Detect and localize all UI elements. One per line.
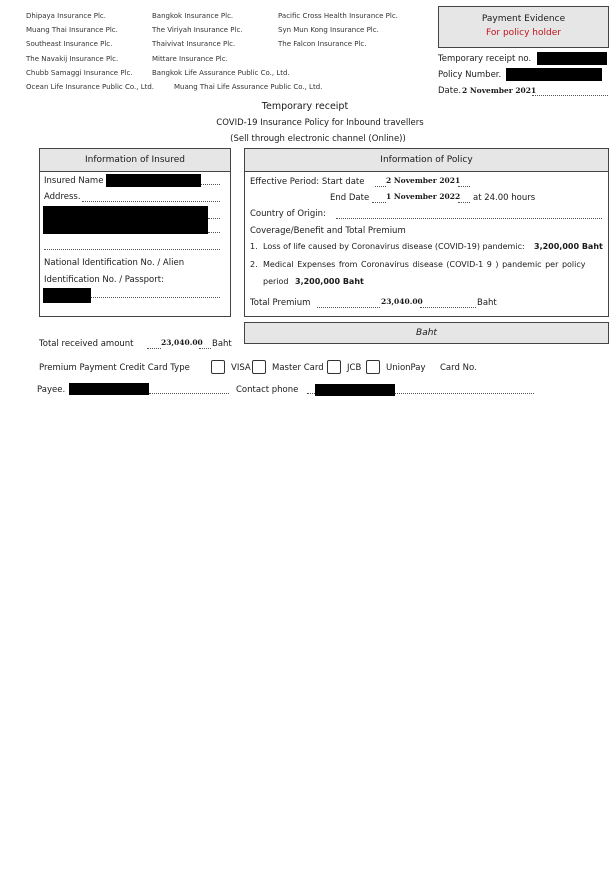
total-received-label: Total received amount [39,339,134,349]
start-date-value: 2 November 2021 [386,176,461,185]
company-name: Mittare Insurance Plc. [152,54,228,63]
redacted-contact-phone [315,384,395,396]
redacted-payee [69,383,149,395]
coverage-title: Coverage/Benefit and Total Premium [250,226,406,236]
master-card-checkbox[interactable] [252,360,266,374]
card-no-label: Card No. [440,363,477,373]
start-date-dotted-line [375,186,386,187]
unionpay-label: UnionPay [386,363,426,373]
id-label-line1: National Identification No. / Alien [44,258,185,268]
address-label: Address. [44,192,81,202]
redacted-address [43,206,208,234]
card-type-label: Premium Payment Credit Card Type [39,363,190,373]
company-name: Ocean Life Insurance Public Co., Ltd. [26,83,155,92]
redacted-insured-name [106,174,201,187]
total-premium-unit: Baht [477,298,497,308]
end-date-value: 1 November 2022 [386,192,461,201]
jcb-checkbox[interactable] [327,360,341,374]
total-received-value: 23,040.00 [161,338,203,347]
company-name: The Navakij Insurance Plc. [26,54,119,63]
date-value: 2 November 2021 [462,86,537,95]
total-premium-label: Total Premium [250,298,311,308]
company-name: Southeast Insurance Plc. [26,40,113,49]
start-date-label: Effective Period: Start date [250,177,365,187]
end-date-label: End Date [330,193,370,203]
total-premium-dotted-line [420,307,476,308]
company-name: Muang Thai Insurance Plc. [26,26,118,35]
date-dotted-line [532,95,608,96]
end-date-dotted-line [458,202,470,203]
redacted-receipt-no [537,52,607,65]
company-name: Bangkok Life Assurance Public Co., Ltd. [152,68,290,77]
company-name: Dhipaya Insurance Plc. [26,12,106,20]
policy-section-header: Information of Policy [244,148,609,172]
passport-dotted-line [91,297,220,298]
payment-evidence-subtitle: For policy holder [486,28,561,38]
total-premium-dotted-line [317,307,380,308]
coverage-item-number: 1. [250,242,258,251]
contact-phone-dotted-line [307,393,315,394]
receipt-no-label: Temporary receipt no. [438,54,532,64]
country-origin-label: Country of Origin: [250,209,326,219]
insured-name-label: Insured Name [44,176,104,186]
visa-checkbox[interactable] [211,360,225,374]
date-label: Date. [438,86,462,96]
payment-evidence-title: Payment Evidence [481,14,566,24]
page-subtitle-line2: (Sell through electronic channel (Online)) [230,134,406,144]
contact-phone-dotted-line [395,393,534,394]
company-name: Muang Thai Life Assurance Public Co., Ltd. [174,83,323,91]
company-name: Pacific Cross Health Insurance Plc. [278,12,398,20]
coverage-item-2-amount: 3,200,000 Baht [295,277,364,286]
jcb-label: JCB [347,363,362,373]
address-dotted-line [208,218,220,219]
redacted-passport-no [43,288,91,303]
baht-box: Baht [244,322,609,344]
company-name: Syn Mun Kong Insurance Plc. [278,26,379,35]
total-premium-value: 23,040.00 [381,297,423,306]
page-title: Temporary receipt [261,101,349,112]
address-dotted-line [44,249,220,250]
insured-section-header: Information of Insured [39,148,231,172]
redacted-policy-number [506,68,602,81]
company-name: Chubb Samaggi Insurance Plc. [26,68,133,77]
address-dotted-line [208,232,220,233]
payee-label: Payee. [37,385,66,395]
total-received-dotted-line [147,348,161,349]
end-date-suffix: at 24.00 hours [473,193,536,203]
master-card-label: Master Card [272,363,324,373]
company-name: Bangkok Insurance Plc. [152,12,234,20]
company-name: Thaivivat Insurance Plc. [152,40,236,49]
coverage-item-2-text: Medical Expenses from Coronavirus disease (COVID-1 9 ) pandemic per policy [263,260,586,269]
country-origin-dotted-line [336,218,602,219]
id-label-line2: Identification No. / Passport: [44,275,164,285]
payee-dotted-line [149,393,229,394]
start-date-dotted-line [458,186,470,187]
contact-phone-label: Contact phone [236,385,299,395]
payment-evidence-box [438,6,609,48]
end-date-dotted-line [372,202,386,203]
page-subtitle-line1: COVID-19 Insurance Policy for Inbound travellers [216,118,424,128]
coverage-item-1-text: Loss of life caused by Coronavirus disease (COVID-19) pandemic: [263,242,525,251]
company-name: The Falcon Insurance Plc. [278,40,367,49]
visa-label: VISA [231,363,251,373]
total-received-unit: Baht [212,339,232,349]
insured-name-dotted-line [201,184,220,185]
coverage-item-1-amount: 3,200,000 Baht [534,242,603,251]
unionpay-checkbox[interactable] [366,360,380,374]
policy-number-label: Policy Number. [438,70,502,80]
company-list-col3 [278,9,398,52]
company-name: The Viriyah Insurance Plc. [152,26,243,35]
address-dotted-line [82,201,220,202]
company-list-col2 [152,9,290,80]
coverage-item-2-text: period [263,277,289,286]
company-list-col1 [26,9,154,94]
coverage-item-number: 2. [250,260,258,269]
total-received-dotted-line [199,348,211,349]
